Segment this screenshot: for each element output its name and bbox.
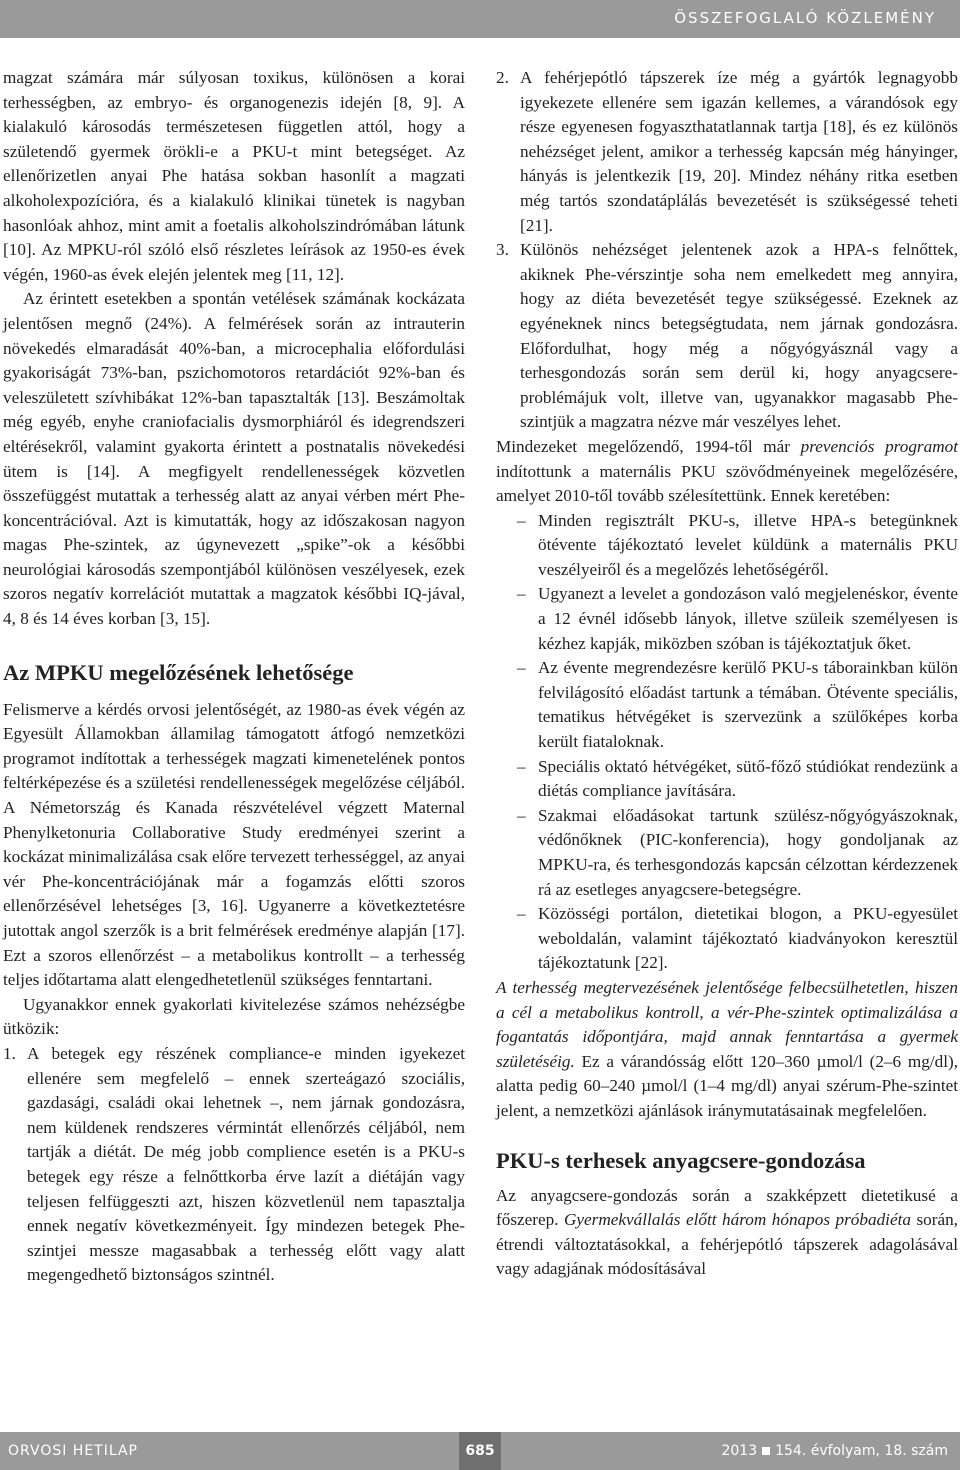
list-number: 2. bbox=[496, 68, 509, 87]
list-item bbox=[496, 66, 958, 238]
header-bar bbox=[0, 0, 960, 38]
numbered-list bbox=[496, 66, 958, 435]
paragraph: Az érintett esetekben a spontán vetélések számának kockázata jelentősen megnő (24%). A felmérések során az intrauterin növekedés elmaradását 40%-ban, a microcephalia előfordulási gyakoriságát 73%-ban, pszichomotoros retardációt 92%-ban és veleszületett szívhibákat 12%-ban tapasztalták [13]. Beszámoltak még egyéb, enyhe craniofacialis dysmorphiáról és idegrendszeri eltérésekről, valamint gyakorta érintett a postnatalis növekedési ütem is [14]. A megfigyelt rendellenességek közvetlen összefüggést mutattak a terhesség alatt az anyai vérben mért Phe-koncentrációval. Azt is kimutatták, hogy az időszakosan nagyon magas Phe-szintek, az úgynevezett „spike”-ok a későbbi neurológiai károsodás szempontjából különösen veszélyesek, ezek szoros negatív korrelációt mutattak a magzatok későbbi IQ-jával, 4, 8 és 14 éves korban [3, 15]. bbox=[3, 289, 465, 629]
list-number: 3. bbox=[496, 240, 509, 260]
numbered-list bbox=[3, 1042, 465, 1288]
list-item bbox=[496, 238, 958, 435]
list-item bbox=[496, 656, 958, 754]
emphasis-text: prevenciós programot bbox=[800, 436, 958, 456]
list-item bbox=[496, 755, 958, 804]
paragraph-text: során, étrendi változtatásokkal, a fehérjepótló tápszerek adagolásával vagy adagjának módosításával bbox=[496, 1210, 958, 1279]
paragraph bbox=[496, 435, 958, 509]
list-item bbox=[3, 1042, 465, 1288]
list-item-text: Különös nehézséget jelentenek azok a HPA-s felnőttek, akiknek Phe-vérszintje soha nem emelkedett meg annyira, hogy az diéta bevezetését tegye szükségessé. Ezeknek az egyéneknek nincs betegségtudata, nem járnak gondozásra. Előfordulhat, hogy még a nőgyógyásznál vagy a terhesgondozás során sem derül ki, hogy anyagcsere-problémájuk volt, illetve van, ugyanakkor magasabb Phe-szintjük a magzatra nézve már veszélyes lehet. bbox=[520, 240, 958, 432]
paragraph bbox=[496, 976, 958, 1124]
paragraph: Felismerve a kérdés orvosi jelentőségét, az 1980-as évek végén az Egyesült Államokban államilag támogatott átfogó nemzetközi programot indítottak a terhességek magzati kimenetelének pontos feltérképezése és a születési rendellenességek megelőzése céljából. A Németország és Kanada részvételével végzett Maternal Phenylketonuria Collaborative Study eredményei szerint a kockázat minimalizálása csak előre tervezett terhességgel, az anyai vér Phe-koncentrációjának már a fogamzás előtti szoros ellenőrzésével lehetséges [3, 16]. Ugyanerre a következtetésre jutottak angol szerzők is a brit felmérések eredménye alapján [17]. Ezt a szoros ellenőrzést – a metabolikus kontrollt – a terhesség teljes időtartama alatt elengedhetetlenül szükséges fenntartani. bbox=[3, 699, 465, 990]
list-item-text: Közösségi portálon, dietetikai blogon, a PKU-egyesület weboldalán, valamint tájékoztató kiadványokon keresztül tájékoztatunk [22]. bbox=[538, 904, 958, 973]
dash-marker: – bbox=[517, 584, 526, 604]
page-number: 685 bbox=[459, 1432, 501, 1470]
square-separator-icon bbox=[762, 1447, 770, 1455]
right-column bbox=[496, 66, 958, 1282]
dash-marker: – bbox=[517, 658, 526, 678]
list-item-text: A betegek egy részének compliance-e minden igyekezet ellenére sem megfelelő – ennek szerteágazó szociális, gazdasági, családi okai lehetnek –, nem járnak gondozásra, nem küldenek rendszeres vérmintát ellenőrzés céljából, nem tartják a diétát. De még jobb complience esetén is a PKU-s betegek egy része a felnőttkorba érve lazít a diétáján vagy teljesen felfüggeszti azt, hiszen közvetlenül nem tapasztalja ennek negatív következményeit. Így mindezen betegek Phe-szintjei messze magasabbak a terhesség előtt vagy alatt megengedhető biztonságos szintnél. bbox=[27, 1043, 465, 1285]
bullet-list bbox=[496, 509, 958, 976]
dash-marker: – bbox=[517, 904, 526, 924]
journal-name: ORVOSI HETILAP bbox=[8, 1443, 138, 1459]
left-column bbox=[3, 66, 465, 1288]
footer-bar bbox=[0, 1432, 960, 1470]
list-item-text: Minden regisztrált PKU-s, illetve HPA-s betegünknek ötévente tájékoztató levelet küldünk a maternális PKU veszélyeiről és a megelőzés lehetőségéről. bbox=[538, 510, 958, 579]
list-item-text: Az évente megrendezésre kerülő PKU-s táborainkban külön felvilágosító előadást tartunk a témában. Ötévente speciális, tematikus hétvégéket is szervezünk a szülőképes korba került fiataloknak. bbox=[538, 658, 958, 752]
issue-info bbox=[721, 1443, 948, 1459]
list-item-text: Szakmai előadásokat tartunk szülész-nőgyógyászoknak, védőnőknek (PIC-konferencia), hogy gondoljanak az MPKU-ra, és terhesgondozás kapcsán célzottan kérdezzenek rá az esetleges anyagcsere-betegségre. bbox=[538, 805, 958, 899]
paragraph: Ugyanakkor ennek gyakorlati kivitelezése számos nehézségbe ütközik: bbox=[3, 994, 465, 1039]
volume-issue: 154. évfolyam, 18. szám bbox=[775, 1443, 948, 1459]
list-item bbox=[496, 509, 958, 583]
list-item bbox=[496, 902, 958, 976]
paragraph-text: Mindezeket megelőzendő, 1994-től már bbox=[496, 436, 801, 456]
section-heading: Az MPKU megelőzésének lehetősége bbox=[3, 659, 354, 685]
list-item-text: A fehérjepótló tápszerek íze még a gyártók legnagyobb igyekezete ellenére sem igazán kellemes, a várandósok egy része egyenesen fogyaszthatatlannak tartja [18], és ez különös nehézséget jelent, amikor a terhesség kapcsán még hányinger, hányás is jelentkezik [19, 20]. Mindez néhány ritka esetben még tartós szondatáplálás bevezetését is szükségessé teheti [21]. bbox=[520, 68, 958, 235]
dash-marker: – bbox=[517, 805, 526, 825]
list-number: 1. bbox=[3, 1043, 16, 1063]
emphasis-text: A terhesség megtervezésének jelentősége felbecsülhetetlen, hiszen a cél a metabolikus kontroll, a vér-Phe-szintek optimalizálása a fogantatás időpontjára, majd annak fenntartása a gyermek születéséig. bbox=[496, 977, 958, 1071]
paragraph bbox=[496, 1184, 958, 1282]
list-item bbox=[496, 804, 958, 902]
year: 2013 bbox=[721, 1443, 758, 1459]
paragraph-text: Ez a várandósság előtt 120–360 µmol/l (2–6 mg/dl), alatta pedig 60–240 µmol/l (1–4 mg/dl) anyai szérum-Phe-szintet jelent, a nemzetközi ajánlások iránymutatásainak megfelelően. bbox=[496, 1051, 958, 1120]
paragraph-text: indítottunk a maternális PKU szövődményeinek megelőzésére, amelyet 2010-től tovább szélesítettünk. Ennek keretében: bbox=[496, 461, 958, 506]
list-item-text: Ugyanezt a levelet a gondozáson való megjelenéskor, évente a 12 évnél idősebb lányok, illetve szüleik személyesen is kézhez kapják, miközben szóban is tájékoztatjuk őket. bbox=[538, 584, 958, 653]
emphasis-text: Gyermekvállalás előtt három hónapos próbadiéta bbox=[564, 1210, 911, 1230]
dash-marker: – bbox=[517, 510, 526, 530]
dash-marker: – bbox=[517, 756, 526, 776]
paragraph-text: Az anyagcsere-gondozás során a szakképzett dietetikusé a főszerep. bbox=[496, 1185, 958, 1230]
list-item-text: Speciális oktató hétvégéket, sütő-főző stúdiókat rendezünk a diétás compliance javítására. bbox=[538, 756, 958, 801]
section-label: ÖSSZEFOGLALÓ KÖZLEMÉNY bbox=[674, 9, 936, 27]
paragraph: magzat számára már súlyosan toxikus, különösen a korai terhességben, az embryo- és organogenezis idején [8, 9]. A kialakuló károsodás természetesen független attól, hogy a születendő gyermek örökli-e a PKU-t mint betegséget. Az ellenőrizetlen anyai Phe hatása sokban hasonlít a magzati alkoholexpozícióra, és a kialakuló klinikai tünetek is nagyban hasonlóak ahhoz, mint amit a foetalis alkoholszindrómában látunk [10]. Az MPKU-ról szóló első részletes leírások az 1950-es évek végén, 1960-as évek elején jelentek meg [11, 12]. bbox=[3, 68, 465, 284]
list-item bbox=[496, 582, 958, 656]
section-heading: PKU-s terhesek anyagcsere-gondozása bbox=[496, 1147, 866, 1173]
